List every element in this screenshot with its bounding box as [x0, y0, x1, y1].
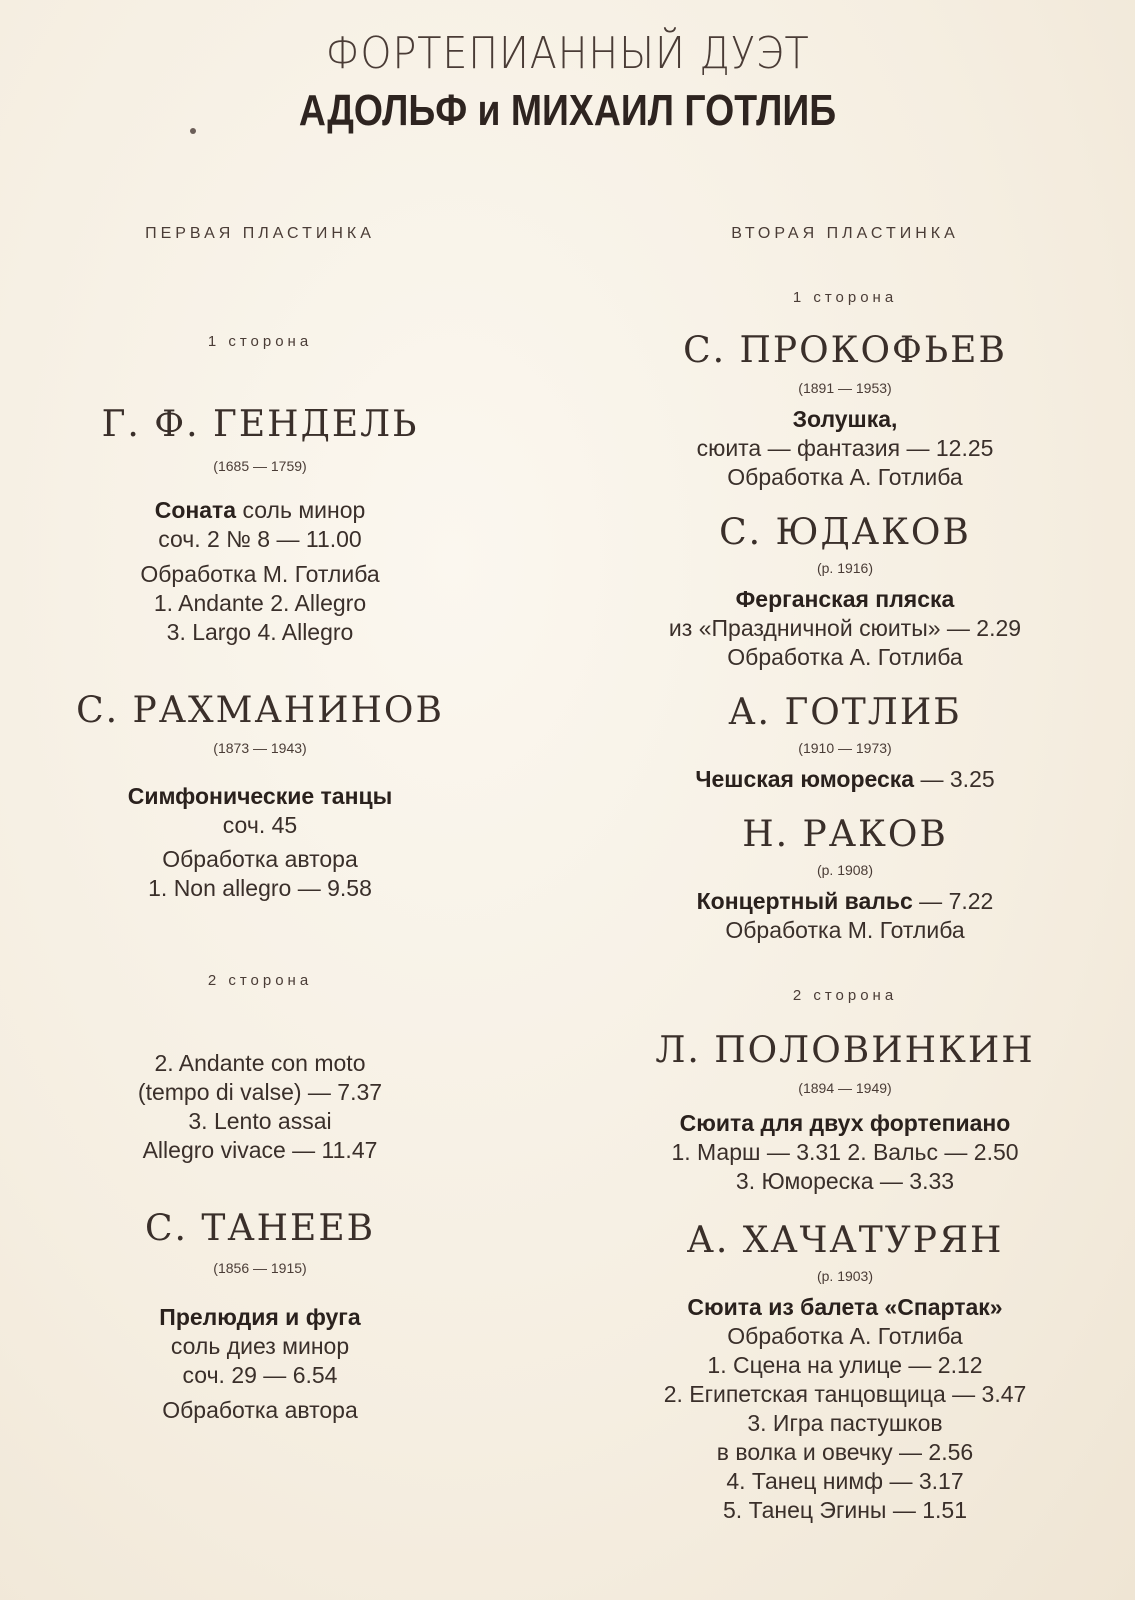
work-polovinkin-bold: Сюита для двух фортепиано — [679, 1110, 1011, 1136]
years-khachaturian: (р. 1903) — [816, 1268, 874, 1284]
work-polovinkin-movements-2: 3. Юмореска — 3.33 — [735, 1168, 955, 1194]
work-gotlib-rest: — 3.25 — [914, 766, 995, 792]
work-yudakov-arranger: Обработка А. Готлиба — [727, 644, 963, 670]
work-handel-movements-1: 1. Andante 2. Allegro — [153, 590, 367, 616]
work-prokofiev-title — [580, 404, 1110, 434]
work-rakov-bold: Концертный вальс — [696, 888, 913, 914]
composer-rakov: Н. РАКОВ — [742, 814, 948, 855]
work-yudakov-bold: Ферганская пляска — [735, 586, 955, 612]
work-taneev-arranger: Обработка автора — [162, 1397, 358, 1423]
years-handel: (1685 — 1759) — [213, 458, 307, 474]
work-rachmaninov-movement-1: 1. Non allegro — 9.58 — [148, 875, 372, 901]
years-yudakov: (р. 1916) — [816, 560, 874, 576]
work-prokofiev-arranger: Обработка А. Готлиба — [727, 464, 963, 490]
work-khachaturian-movement-2: 2. Египетская танцовщица — 3.47 — [663, 1381, 1027, 1407]
work-handel-opus: соч. 2 № 8 — 11.00 — [158, 526, 362, 552]
work-handel-arranger: Обработка М. Готлиба — [140, 561, 380, 587]
work-taneev-title — [60, 1302, 460, 1332]
work-gotlib-bold: Чешская юмореска — [695, 766, 915, 792]
composer-polovinkin: Л. ПОЛОВИНКИН — [655, 1030, 1035, 1071]
composer-handel: Г. Ф. ГЕНДЕЛЬ — [101, 404, 419, 445]
work-yudakov-source: из «Праздничной сюиты» — 2.29 — [668, 615, 1022, 641]
work-taneev-bold: Прелюдия и фуга — [159, 1304, 361, 1330]
record-2-side-1-heading: 1 сторона — [792, 289, 898, 306]
work-handel-movements-2: 3. Largo 4. Allegro — [166, 619, 354, 645]
work-gotlib-title — [580, 764, 1110, 794]
work-yudakov-title — [580, 584, 1110, 614]
work-rakov-rest: — 7.22 — [912, 888, 994, 914]
work-taneev-opus: соч. 29 — 6.54 — [182, 1362, 338, 1388]
years-rakov: (р. 1908) — [816, 862, 874, 878]
work-rakov-arranger: Обработка М. Готлиба — [725, 917, 965, 943]
side-2-movement-3-end: Allegro vivace — 11.47 — [142, 1137, 378, 1163]
work-rakov-title — [580, 886, 1110, 916]
work-khachaturian-movement-3: 3. Игра пастушков — [747, 1410, 943, 1436]
work-handel-title — [60, 495, 460, 525]
work-khachaturian-movement-1: 1. Сцена на улице — 2.12 — [707, 1352, 983, 1378]
years-polovinkin: (1894 — 1949) — [798, 1080, 892, 1096]
work-polovinkin-movements-1: 1. Марш — 3.31 2. Вальс — 2.50 — [671, 1139, 1019, 1165]
work-taneev-key: соль диез минор — [170, 1333, 350, 1359]
composer-gotlib: А. ГОТЛИБ — [728, 692, 962, 733]
work-khachaturian-title — [580, 1292, 1110, 1322]
work-prokofiev-bold: Золушка, — [792, 406, 898, 432]
side-2-movement-3: 3. Lento assai — [188, 1108, 332, 1134]
title-line-2: АДОЛЬФ и МИХАИЛ ГОТЛИБ — [298, 86, 837, 135]
composer-taneev: С. ТАНЕЕВ — [144, 1208, 376, 1249]
work-prokofiev-suite: сюита — фантазия — 12.25 — [696, 435, 994, 461]
years-rachmaninov: (1873 — 1943) — [213, 740, 307, 756]
years-gotlib: (1910 — 1973) — [798, 740, 892, 756]
work-handel-bold: Соната — [154, 497, 237, 523]
work-khachaturian-movement-4: 4. Танец нимф — 3.17 — [726, 1468, 964, 1494]
work-khachaturian-bold: Сюита из балета «Спартак» — [687, 1294, 1003, 1320]
record-1-heading: ПЕРВАЯ ПЛАСТИНКА — [145, 225, 375, 242]
print-speck — [190, 128, 196, 134]
work-polovinkin-title — [580, 1108, 1110, 1138]
record-1-side-2-heading: 2 сторона — [207, 972, 313, 989]
side-2-movement-2: 2. Andante con moto — [154, 1050, 366, 1076]
side-2-movement-2-tempo: (tempo di valse) — 7.37 — [137, 1079, 383, 1105]
composer-yudakov: С. ЮДАКОВ — [719, 512, 971, 553]
work-rachmaninov-title — [60, 781, 460, 811]
composer-prokofiev: С. ПРОКОФЬЕВ — [683, 330, 1007, 371]
work-khachaturian-movement-5: 5. Танец Эгины — 1.51 — [723, 1497, 967, 1523]
composer-khachaturian: А. ХАЧАТУРЯН — [686, 1220, 1004, 1261]
years-prokofiev: (1891 — 1953) — [798, 380, 892, 396]
composer-rachmaninov: С. РАХМАНИНОВ — [76, 690, 444, 731]
years-taneev: (1856 — 1915) — [213, 1260, 307, 1276]
work-rachmaninov-bold: Симфонические танцы — [127, 783, 393, 809]
work-handel-rest: соль минор — [236, 497, 366, 523]
work-rachmaninov-arranger: Обработка автора — [162, 846, 358, 872]
title-line-1: ФОРТЕПИАННЫЙ ДУЭТ — [325, 28, 810, 79]
work-khachaturian-movement-3-cont: в волка и овечку — 2.56 — [716, 1439, 974, 1465]
record-1-side-1-heading: 1 сторона — [207, 333, 313, 350]
work-khachaturian-arranger: Обработка А. Готлиба — [727, 1323, 963, 1349]
work-rachmaninov-opus: соч. 45 — [222, 812, 298, 838]
record-2-heading: ВТОРАЯ ПЛАСТИНКА — [731, 225, 959, 242]
record-2-side-2-heading: 2 сторона — [792, 987, 898, 1004]
